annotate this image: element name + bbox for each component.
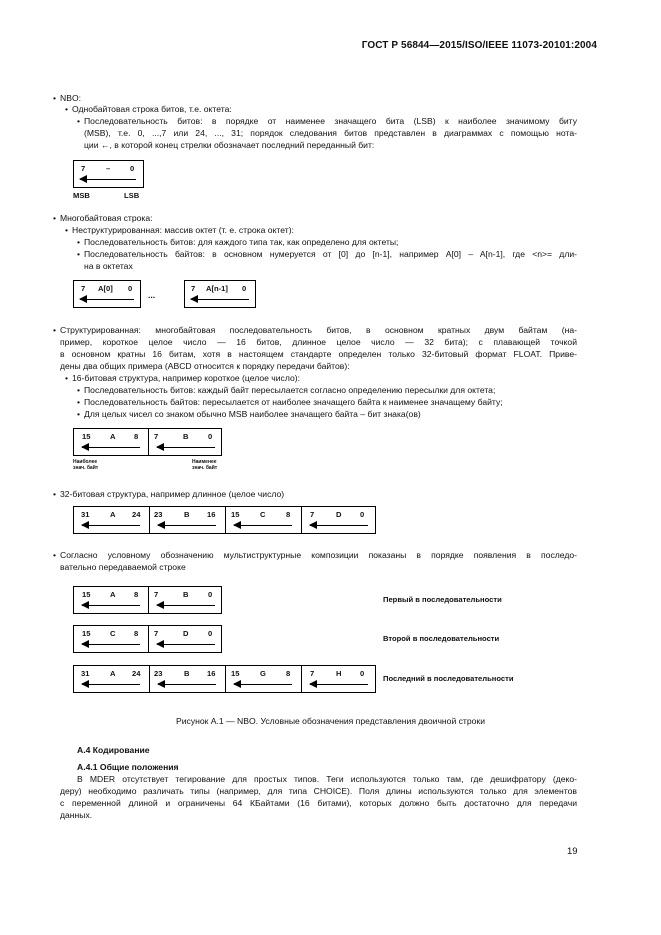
structured-line2: пример, короткое целое число — 16 битов, длинное целое число — 32 бита); с плавающей точкой	[60, 337, 577, 347]
transmission-arrow-icon	[234, 525, 292, 526]
transmission-arrow-icon	[157, 605, 215, 606]
byte-label: A	[110, 590, 116, 599]
bit-label: 0	[208, 590, 213, 599]
bit-label: 16	[207, 510, 216, 519]
body-line1: В MDER отсутствует тегирование для простых типов. Теги используются только там, где дешифратору (деко-	[77, 774, 577, 784]
transmission-arrow-icon	[157, 644, 215, 645]
nbo-title: • NBO:	[60, 93, 81, 105]
multibyte-bytes-line1: • Последовательность байтов: в основном нумеруется от [0] до [n-1], например A[0] – A[n-1], где <n>= дли-	[84, 249, 577, 261]
bit-label: 0	[208, 629, 213, 638]
sequence-second-label: Второй в последовательности	[383, 634, 500, 643]
array-first-byte-box	[73, 280, 141, 308]
byte-cell-a	[74, 666, 149, 692]
multibyte-bits: • Последовательность битов: для каждого типа так, как определено для октеты;	[84, 237, 398, 249]
subsection-heading: А.4.1 Общие положения	[77, 762, 179, 772]
bit-label: 24	[132, 669, 141, 678]
transmission-arrow-icon	[82, 605, 140, 606]
page-number: 19	[567, 846, 578, 857]
bit-label: 15	[231, 510, 240, 519]
transmission-arrow-icon	[158, 525, 216, 526]
bit-label: 31	[81, 510, 90, 519]
byte-cell-b	[148, 429, 222, 455]
bit-label: 15	[82, 629, 91, 638]
byte-label: A	[110, 432, 116, 441]
octet-diagram-box	[73, 160, 144, 188]
bit-label: 0	[360, 669, 365, 678]
multibyte-unstructured: • Неструктурированная: массив октет (т. е. строка октет):	[72, 225, 294, 237]
bit-label: 7	[310, 510, 315, 519]
byte-cell-d	[301, 507, 375, 533]
byte-cell-c	[225, 507, 301, 533]
multibyte-bytes-line2: на в октетах	[84, 261, 133, 271]
transmission-arrow-icon	[80, 179, 136, 180]
transmission-arrow-icon	[158, 684, 216, 685]
bit-label: 23	[154, 510, 163, 519]
byte-label: D	[336, 510, 342, 519]
structured-line3: в основном кратны 16 битам, хотя в настоящем стандарте определен только 32-битовый формат FLOAT. Приве-	[60, 349, 577, 359]
structured-16bit-signed: • Для целых чисел со знаком обычно MSB наиболее значащего байта – бит знака(ов)	[84, 409, 421, 421]
byte-label: C	[110, 629, 116, 638]
array-first-label: A[0]	[98, 284, 113, 293]
octet-bit-right: 0	[130, 164, 135, 173]
transmission-arrow-icon	[310, 525, 368, 526]
bit-label: 31	[81, 669, 90, 678]
byte-label: D	[183, 629, 189, 638]
s32-title: • 32-битовая структура, например длинное (целое число)	[60, 489, 284, 501]
nbo-single-byte: • Однобайтовая строка битов, т.е. октета:	[72, 104, 232, 116]
octet-bit-left: 7	[81, 164, 86, 173]
transmission-arrow-icon	[82, 684, 140, 685]
transmission-arrow-icon	[191, 299, 249, 300]
byte-cell-c	[74, 626, 148, 652]
transmission-arrow-icon	[82, 525, 140, 526]
bit-label: 7	[154, 629, 159, 638]
array-last-byte-box	[184, 280, 256, 308]
figure-caption: Рисунок А.1 — NBO. Условные обозначения представления двоичной строки	[175, 716, 485, 726]
bit-label: 7	[154, 432, 159, 441]
byte-cell-b	[149, 666, 225, 692]
nbo-bit-order-line2: (MSB), т.е. 0, ...,7 или 24, ..., 31; порядок следования битов представлен в диаграммах с помощью нота-	[84, 128, 577, 138]
msb-label: MSB	[73, 191, 90, 200]
bit-label: 15	[231, 669, 240, 678]
bit-label: 24	[132, 510, 141, 519]
multibyte-title: • Многобайтовая строка:	[60, 213, 153, 225]
structured-16bit-bits: • Последовательность битов: каждый байт пересылается согласно определению пересылки для октета;	[84, 385, 495, 397]
array-last-label: A[n-1]	[206, 284, 228, 293]
byte-label: C	[260, 510, 266, 519]
array-first-bit-right: 0	[128, 284, 133, 293]
nbo-bit-order-line1: • Последовательность битов: в порядке от наименее значащего бита (LSB) к наиболее значимому биту	[84, 116, 577, 128]
body-line3: с переменной длиной и ограничены 64 КБайтами (16 битами), которых должно быть достаточно для передачи	[60, 798, 577, 808]
section-heading: А.4 Кодирование	[77, 745, 150, 755]
transmission-arrow-icon	[82, 644, 140, 645]
bit-label: 8	[134, 432, 139, 441]
structured-line4: дены два общих примера (ABCD относится к порядку передачи байтов):	[60, 361, 350, 371]
bit-label: 8	[286, 510, 291, 519]
lsb-label: LSB	[124, 191, 140, 200]
body-line2: деру) необходимо различать типы (например, для типа CHOICE). Поля длины используются только для элементов	[60, 786, 577, 796]
bit-label: 15	[82, 590, 91, 599]
sequence-first-diagram	[73, 586, 222, 614]
multi-line1: • Согласно условному обозначению мультиструктурные композиции показаны в порядке появления в последо-	[60, 550, 577, 562]
array-last-bit-right: 0	[242, 284, 247, 293]
structured-16bit-title: • 16-битовая структура, например короткое (целое число):	[72, 373, 300, 385]
byte-cell-g	[225, 666, 301, 692]
nbo-bit-order-line3: ции ←, в которой конец стрелки обозначает последний переданный бит:	[84, 140, 375, 150]
byte-label: G	[260, 669, 266, 678]
diagram-16bit	[73, 428, 222, 456]
bit-label: 0	[360, 510, 365, 519]
transmission-arrow-icon	[80, 299, 134, 300]
byte-cell-b	[149, 507, 225, 533]
array-last-bit-left: 7	[191, 284, 196, 293]
transmission-arrow-icon	[234, 684, 292, 685]
byte-label: B	[183, 590, 189, 599]
sequence-last-label: Последний в последовательности	[383, 674, 514, 683]
msbyte-note: Наиболее знач. байт	[73, 459, 99, 471]
sequence-last-diagram	[73, 665, 376, 693]
bit-label: 16	[207, 669, 216, 678]
body-line4: данных.	[60, 810, 93, 820]
byte-label: A	[110, 669, 116, 678]
sequence-second-diagram	[73, 625, 222, 653]
bit-label: 15	[82, 432, 91, 441]
bit-label: 8	[134, 590, 139, 599]
transmission-arrow-icon	[82, 447, 140, 448]
byte-cell-a	[74, 429, 148, 455]
bit-label: 7	[310, 669, 315, 678]
multi-line2: вательно передаваемой строке	[60, 562, 186, 572]
byte-cell-d	[148, 626, 222, 652]
byte-label: B	[184, 669, 190, 678]
byte-cell-a	[74, 507, 149, 533]
byte-label: A	[110, 510, 116, 519]
sequence-first-label: Первый в последовательности	[383, 595, 502, 604]
byte-cell-h	[301, 666, 375, 692]
lsbyte-note: Наименее знач. байт	[192, 459, 218, 471]
structured-line1: • Структурированная: многобайтовая последовательность битов, в основном кратных двум байтам (на-	[60, 325, 577, 337]
byte-cell-b	[148, 587, 222, 613]
diagram-32bit	[73, 506, 376, 534]
structured-16bit-bytes: • Последовательность байтов: пересылается от наиболее значащего байта к наименее значащему байту;	[84, 397, 503, 409]
byte-cell-a	[74, 587, 148, 613]
transmission-arrow-icon	[157, 447, 215, 448]
bit-label: 23	[154, 669, 163, 678]
byte-label: B	[184, 510, 190, 519]
document-header: ГОСТ Р 56844—2015/ISO/IEEE 11073-20101:2004	[361, 40, 597, 51]
bit-label: 8	[286, 669, 291, 678]
array-ellipsis: ...	[148, 290, 156, 300]
octet-bit-mid: –	[106, 164, 111, 173]
bit-label: 7	[154, 590, 159, 599]
array-first-bit-left: 7	[81, 284, 86, 293]
bit-label: 0	[208, 432, 213, 441]
byte-label: B	[183, 432, 189, 441]
transmission-arrow-icon	[310, 684, 368, 685]
byte-label: H	[336, 669, 342, 678]
bit-label: 8	[134, 629, 139, 638]
